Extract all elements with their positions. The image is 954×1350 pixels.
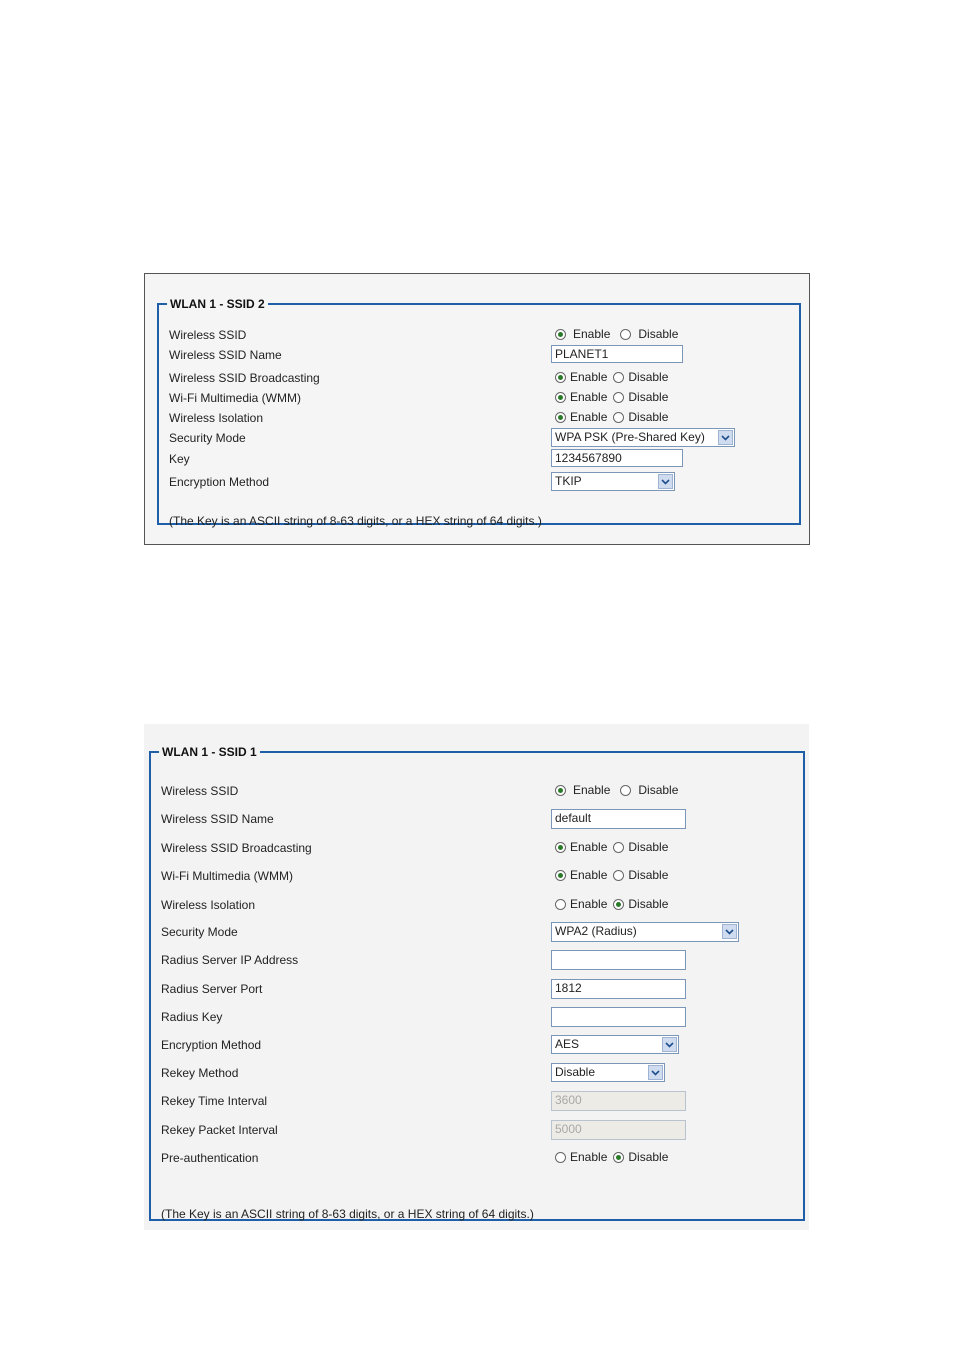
key-format-note: (The Key is an ASCII string of 8-63 digits, or a HEX string of 64 digits.) (169, 514, 542, 528)
wmm-enable-option[interactable] (555, 390, 607, 404)
wmm-disable-radio[interactable] (613, 392, 624, 403)
rekey-time-input: 3600 (551, 1091, 686, 1111)
option-label: Disable (628, 868, 669, 882)
wlan1-ssid1-fieldset (149, 745, 805, 1221)
row-encryption-method (151, 1035, 803, 1055)
wireless-ssid-radio-group (555, 783, 684, 797)
ssid-broadcasting-radio-group (555, 370, 674, 384)
isolation-disable-option[interactable] (613, 897, 668, 911)
panel-legend: WLAN 1 - SSID 2 (170, 297, 265, 311)
wmm-enable-option[interactable] (555, 868, 607, 882)
broadcasting-enable-radio[interactable] (555, 372, 566, 383)
wmm-enable-radio[interactable] (555, 870, 566, 881)
broadcasting-disable-radio[interactable] (613, 842, 624, 853)
broadcasting-enable-radio[interactable] (555, 842, 566, 853)
row-security-mode (151, 922, 803, 942)
label-isolation: Wireless Isolation (161, 898, 256, 912)
preauth-radio-group (555, 1150, 674, 1164)
label-wmm: Wi-Fi Multimedia (WMM) (169, 391, 301, 405)
wireless-ssid-enable-option[interactable] (555, 783, 610, 797)
wmm-disable-option[interactable] (613, 868, 668, 882)
option-label: Enable (570, 840, 608, 854)
label-radius-ip: Radius Server IP Address (161, 953, 299, 967)
preauth-enable-option[interactable] (555, 1150, 607, 1164)
wireless-ssid-enable-radio[interactable] (555, 329, 566, 340)
row-rekey-time (151, 1091, 803, 1111)
row-ssid-name (159, 345, 799, 365)
row-key (159, 449, 799, 469)
wmm-disable-option[interactable] (613, 390, 668, 404)
key-input[interactable]: 1234567890 (551, 449, 683, 467)
option-label: Disable (628, 390, 669, 404)
row-ssid-broadcasting (151, 838, 803, 858)
row-security-mode (159, 428, 799, 448)
security-mode-select[interactable] (551, 428, 735, 447)
option-label: Disable (628, 840, 669, 854)
rekey-method-select[interactable] (551, 1063, 665, 1082)
option-label: Disable (638, 783, 679, 797)
wmm-radio-group (555, 868, 674, 882)
isolation-enable-radio[interactable] (555, 412, 566, 423)
option-label: Enable (570, 370, 608, 384)
wmm-enable-radio[interactable] (555, 392, 566, 403)
label-preauth: Pre-authentication (161, 1151, 259, 1165)
label-wireless-ssid: Wireless SSID (161, 784, 239, 798)
row-isolation (159, 408, 799, 428)
wireless-ssid-disable-radio[interactable] (620, 329, 631, 340)
preauth-disable-radio[interactable] (613, 1152, 624, 1163)
row-ssid-name (151, 809, 803, 829)
ssid-name-input[interactable]: PLANET1 (551, 345, 683, 363)
chevron-down-icon[interactable] (662, 1037, 677, 1052)
isolation-disable-radio[interactable] (613, 899, 624, 910)
encryption-method-select[interactable] (551, 1035, 679, 1054)
option-label: Enable (570, 410, 608, 424)
option-label: Enable (570, 1150, 608, 1164)
broadcasting-disable-option[interactable] (613, 840, 668, 854)
wlan1-ssid2-panel (144, 273, 810, 545)
wlan1-ssid2-fieldset (157, 297, 801, 528)
isolation-enable-option[interactable] (555, 897, 607, 911)
wmm-disable-radio[interactable] (613, 870, 624, 881)
chevron-down-icon[interactable] (718, 430, 733, 445)
security-mode-value: WPA2 (Radius) (555, 924, 637, 938)
radius-ip-input[interactable] (551, 950, 686, 970)
encryption-method-select[interactable] (551, 472, 675, 491)
isolation-enable-option[interactable] (555, 410, 607, 424)
row-radius-key (151, 1007, 803, 1027)
isolation-disable-option[interactable] (613, 410, 668, 424)
wireless-ssid-disable-option[interactable] (620, 783, 678, 797)
key-format-note: (The Key is an ASCII string of 8-63 digits, or a HEX string of 64 digits.) (161, 1207, 534, 1221)
option-label: Enable (573, 783, 611, 797)
wlan1-ssid1-panel (144, 724, 809, 1230)
preauth-disable-option[interactable] (613, 1150, 668, 1164)
row-rekey-packet (151, 1120, 803, 1140)
option-label: Enable (573, 327, 611, 341)
broadcasting-disable-radio[interactable] (613, 372, 624, 383)
preauth-enable-radio[interactable] (555, 1152, 566, 1163)
wireless-ssid-enable-radio[interactable] (555, 785, 566, 796)
radius-key-input[interactable] (551, 1007, 686, 1027)
label-wireless-ssid: Wireless SSID (169, 328, 247, 342)
label-rekey-time: Rekey Time Interval (161, 1094, 268, 1108)
option-label: Disable (628, 897, 669, 911)
panel-legend: WLAN 1 - SSID 1 (162, 745, 257, 759)
label-ssid-broadcasting: Wireless SSID Broadcasting (169, 371, 320, 385)
wmm-radio-group (555, 390, 674, 404)
label-isolation: Wireless Isolation (169, 411, 264, 425)
security-mode-select[interactable] (551, 922, 739, 942)
row-wireless-ssid (151, 781, 803, 801)
row-wmm (159, 388, 799, 408)
label-ssid-name: Wireless SSID Name (169, 348, 282, 362)
broadcasting-enable-option[interactable] (555, 370, 607, 384)
label-security-mode: Security Mode (161, 925, 238, 939)
label-ssid-name: Wireless SSID Name (161, 812, 274, 826)
broadcasting-disable-option[interactable] (613, 370, 668, 384)
chevron-down-icon[interactable] (648, 1065, 663, 1080)
label-encryption-method: Encryption Method (169, 475, 270, 489)
row-ssid-broadcasting (159, 368, 799, 388)
label-wmm: Wi-Fi Multimedia (WMM) (161, 869, 293, 883)
wireless-ssid-radio-group (555, 327, 684, 341)
wireless-ssid-disable-option[interactable] (620, 327, 678, 341)
option-label: Enable (570, 390, 608, 404)
row-preauth (151, 1148, 803, 1168)
label-radius-port: Radius Server Port (161, 982, 263, 996)
option-label: Disable (628, 370, 669, 384)
label-key: Key (169, 452, 190, 466)
isolation-radio-group (555, 897, 674, 911)
label-ssid-broadcasting: Wireless SSID Broadcasting (161, 841, 312, 855)
option-label: Disable (628, 1150, 669, 1164)
isolation-enable-radio[interactable] (555, 899, 566, 910)
option-label: Disable (638, 327, 679, 341)
row-radius-ip (151, 950, 803, 970)
rekey-method-value: Disable (555, 1065, 596, 1079)
label-radius-key: Radius Key (161, 1010, 223, 1024)
encryption-method-value: TKIP (555, 474, 582, 488)
wireless-ssid-enable-option[interactable] (555, 327, 610, 341)
row-radius-port (151, 979, 803, 999)
label-encryption-method: Encryption Method (161, 1038, 262, 1052)
label-security-mode: Security Mode (169, 431, 246, 445)
encryption-method-value: AES (555, 1037, 580, 1051)
isolation-radio-group (555, 410, 674, 424)
row-wireless-ssid (159, 325, 799, 345)
wireless-ssid-disable-radio[interactable] (620, 785, 631, 796)
ssid-broadcasting-radio-group (555, 840, 674, 854)
option-label: Enable (570, 868, 608, 882)
chevron-down-icon[interactable] (658, 474, 673, 489)
row-rekey-method (151, 1063, 803, 1083)
label-rekey-packet: Rekey Packet Interval (161, 1123, 278, 1137)
rekey-packet-input: 5000 (551, 1120, 686, 1140)
row-encryption-method (159, 472, 799, 492)
isolation-disable-radio[interactable] (613, 412, 624, 423)
radius-port-input[interactable]: 1812 (551, 979, 686, 999)
option-label: Enable (570, 897, 608, 911)
label-rekey-method: Rekey Method (161, 1066, 239, 1080)
broadcasting-enable-option[interactable] (555, 840, 607, 854)
security-mode-value: WPA PSK (Pre-Shared Key) (555, 430, 705, 444)
row-isolation (151, 895, 803, 915)
option-label: Disable (628, 410, 669, 424)
ssid-name-input[interactable]: default (551, 809, 686, 829)
row-wmm (151, 866, 803, 886)
chevron-down-icon[interactable] (722, 924, 737, 939)
